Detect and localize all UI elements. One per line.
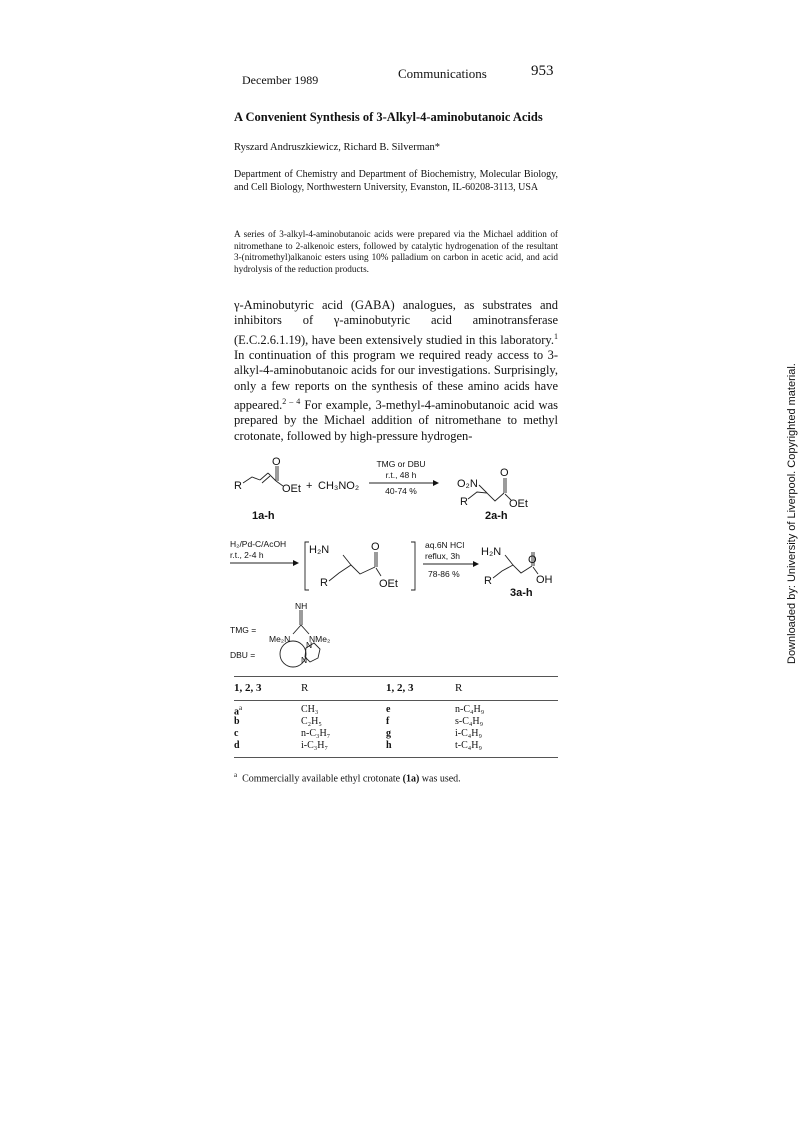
table-cell-compound: h <box>386 740 392 751</box>
table-cell-compound: f <box>386 716 390 727</box>
table-cell-compound: d <box>234 740 240 751</box>
table-header-r-2: R <box>455 682 463 694</box>
article-abstract: A series of 3-alkyl-4-aminobutanoic acids were prepared via the Michael addition of nitromethane to 2-alkenoic esters, followed by catalytic hydrogenation of the resultant 3-(nitromethyl)alkanoic esters using 10% palladium on carbon in acetic acid, and acid hydrolysis of the reduction products. <box>234 229 558 274</box>
body-text-3: For example, 3-methyl-4-aminobutanoic acid was prepared by the Michael addition of nitromethane to methyl crotonate, followed by high-pressure hydrogen- <box>234 398 558 443</box>
reaction-scheme <box>225 452 565 672</box>
table-cell-r: CH₃ <box>301 704 319 715</box>
bracket-right <box>411 542 415 590</box>
article-authors: Ryszard Andruszkiewicz, Richard B. Silverman* <box>234 142 441 153</box>
atom-2-nitro: O₂N <box>457 478 478 490</box>
atom-4-r: R <box>484 575 492 587</box>
table-top-rule <box>234 676 558 677</box>
bond-tmg-right <box>301 625 309 634</box>
arrow-3-head <box>473 561 479 567</box>
atom-2-r: R <box>460 496 468 508</box>
table-header-compound-2: 1, 2, 3 <box>386 682 414 694</box>
scheme-drawing <box>225 452 565 672</box>
tmg-dimethylamino-right: NMe₂ <box>309 634 331 644</box>
footnote-text-end: was used. <box>419 773 461 785</box>
table-cell-r: i-C₃H₇ <box>301 740 328 751</box>
compound-label-2ah: 2a-h <box>485 510 508 522</box>
download-notice: Downloaded by: University of Liverpool. Copyrighted material. <box>786 363 798 664</box>
atom-2-o: O <box>500 467 509 479</box>
conditions-3-yield: 78-86 % <box>428 569 460 579</box>
bond-3-ester <box>376 568 381 576</box>
dbu-n2: N <box>301 655 308 665</box>
table-cell-r: n-C₃H₇ <box>301 728 331 739</box>
arrow-1-head <box>433 480 439 486</box>
tmg-label: TMG = <box>230 625 257 635</box>
table-cell-compound: g <box>386 728 391 739</box>
table-cell-r: i-C₄H₉ <box>455 728 482 739</box>
conditions-1-base: TMG or DBU <box>376 459 426 469</box>
reference-2-4: 2 – 4 <box>282 396 301 406</box>
bond-2-nitro <box>479 485 487 493</box>
atom-3-o: O <box>371 541 380 553</box>
atom-4-amine: H₂N <box>481 546 502 558</box>
conditions-3-time: reflux, 3h <box>425 551 460 561</box>
bond-1-r <box>243 477 260 483</box>
journal-section: Communications <box>398 66 487 81</box>
atom-2-oet: OEt <box>509 498 528 510</box>
table-footnote <box>234 771 461 784</box>
table-cell-r: s-C₄H₉ <box>455 716 484 727</box>
dbu-n1: N <box>306 640 313 650</box>
author-affiliation: Department of Chemistry and Department of Biochemistry, Molecular Biology, and Cell Biology, Northwestern University, Evanston, IL-60208-3113, USA <box>234 169 558 193</box>
atom-3-oet: OEt <box>379 578 398 590</box>
bond-3-amine <box>343 555 351 565</box>
bond-4-amine <box>505 555 513 565</box>
page-number: 953 <box>531 63 554 79</box>
bond-4-chain <box>493 565 532 578</box>
table-cell-r: n-C₄H₉ <box>455 704 485 715</box>
table-header-rule <box>234 700 558 701</box>
plus-sign: + <box>306 480 313 492</box>
body-paragraph <box>234 298 558 444</box>
table-bottom-rule <box>234 757 558 758</box>
conditions-2-time: r.t., 2-4 h <box>230 550 264 560</box>
article-title: A Convenient Synthesis of 3-Alkyl-4-aminobutanoic Acids <box>234 110 543 124</box>
table-header-r-1: R <box>301 682 309 694</box>
table-cell-compound: b <box>234 716 240 727</box>
reference-1: 1 <box>554 331 558 341</box>
conditions-2-catalyst: H₂/Pd-C/AcOH <box>230 539 287 549</box>
atom-3-r: R <box>320 577 328 589</box>
body-text-1: γ-Aminobutyric acid (GABA) analogues, as substrates and inhibitors of γ-aminobutyric acid aminotransferase (E.C.2.6.1.19), have been extensively studied in this laboratory. <box>234 298 558 347</box>
table-cell-r: C₂H₅ <box>301 716 322 727</box>
atom-3-amine: H₂N <box>309 544 330 556</box>
conditions-1-time: r.t., 48 h <box>385 470 417 480</box>
compound-label-3ah: 3a-h <box>510 587 533 599</box>
footnote-mark: a <box>234 771 238 779</box>
table-cell-compound: c <box>234 728 239 739</box>
conditions-3-acid: aq.6N HCl <box>425 540 465 550</box>
conditions-1-yield: 40-74 % <box>385 486 417 496</box>
table-cell-r: t-C₄H₉ <box>455 740 482 751</box>
footnote-text: Commercially available ethyl crotonate <box>242 773 403 785</box>
dbu-label: DBU = <box>230 650 256 660</box>
atom-1-r: R <box>234 480 242 492</box>
tmg-dimethylamino-left: Me₂N <box>269 634 291 644</box>
tmg-imine: NH <box>295 601 308 611</box>
atom-4-oh: OH <box>536 574 553 586</box>
atom-1-o: O <box>272 456 281 468</box>
bond-tmg-left <box>293 625 301 634</box>
compound-label-1ah: 1a-h <box>252 510 275 522</box>
compound-letter: a <box>234 706 239 718</box>
footnote-mark: a <box>239 704 243 712</box>
issue-date: December 1989 <box>242 73 319 87</box>
atom-4-o: O <box>528 554 537 566</box>
footnote-compound: (1a) <box>402 773 420 785</box>
table-header-compound-1: 1, 2, 3 <box>234 682 262 694</box>
table-cell-compound: e <box>386 704 391 715</box>
bond-4-oh <box>533 567 538 574</box>
body-text-2: In continuation of this program we required ready access to 3-alkyl-4-aminobutanoic acids for our investigations. Surprisingly, only a few reports on the synthesis of these amino acids have appeared. <box>234 348 558 413</box>
bond-2-chain <box>468 492 504 501</box>
arrow-2-head <box>293 560 299 566</box>
reagent-nitromethane: CH₃NO₂ <box>318 480 360 492</box>
atom-1-oet: OEt <box>282 483 301 495</box>
bond-3-chain <box>329 565 375 581</box>
